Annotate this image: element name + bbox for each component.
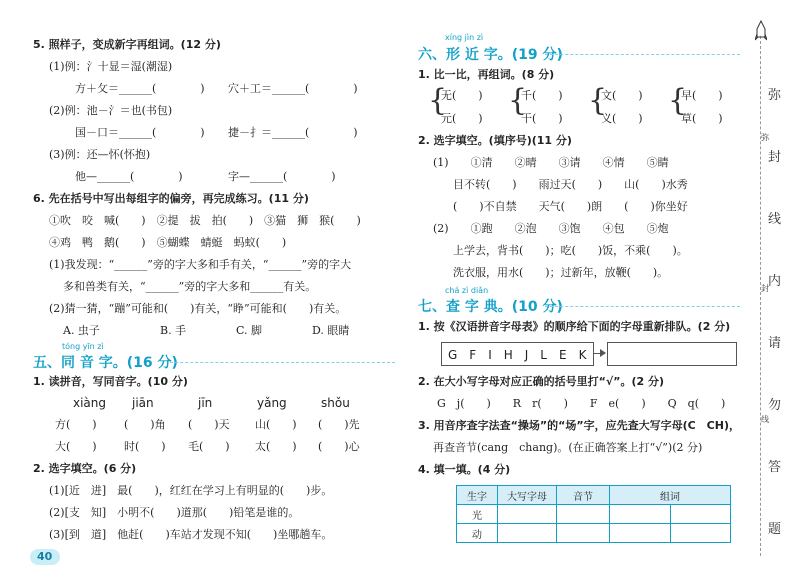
s6-q2-set2: (2) ①跑 ②泡 ③饱 ④包 ⑤炮	[433, 222, 669, 235]
s5-row2-5: ( )心	[318, 440, 360, 453]
s6-q2-set2-line2: 洗衣服，用水( )；过新年，放鞭( )。	[453, 266, 669, 279]
side-small-char: 弥	[761, 133, 769, 142]
pair1-bottom: 元( )	[441, 112, 483, 125]
answer-box[interactable]	[607, 342, 737, 366]
table-header: 组词	[610, 486, 731, 505]
pair1-top: 无( )	[441, 89, 483, 102]
q6-line2: 多和兽类有关，“______”旁的字大多和______有关。	[63, 280, 317, 293]
sec6-title: 六、形 近 字。(19 分)	[418, 47, 563, 63]
q5-row1-b: 穴＋工＝______( )	[228, 82, 358, 95]
s6-q2-set2-line1: 上学去，背书( )；吃( )饭，不乘( )。	[453, 244, 688, 257]
side-small-char: 封	[761, 284, 769, 293]
table-cell-empty[interactable]	[670, 524, 731, 543]
s5-q2-line1: (1)[近 进] 最( )，红红在学习上有明显的( )步。	[49, 484, 333, 497]
side-char: 线	[768, 212, 782, 227]
table-cell: 光	[457, 505, 498, 524]
brace: {	[428, 83, 448, 118]
q6-option-c: C. 脚	[236, 324, 263, 337]
letter-box	[441, 342, 594, 366]
fill-table	[456, 485, 731, 543]
sec6-pinyin: xíng jìn zì	[445, 33, 484, 42]
s5-row2-1: 大( )	[55, 440, 97, 453]
q6-group2: ④鸡 鸭 鹅( ) ⑤蝴蝶 蜻蜓 蚂蚁( )	[49, 236, 287, 249]
table-header: 大写字母	[498, 486, 557, 505]
table-header: 生字	[457, 486, 498, 505]
page-number: 40	[37, 550, 53, 563]
pair2-top: 千( )	[521, 89, 563, 102]
q6-line1: (1)我发现：“______”旁的字大多和手有关，“______”旁的字大	[49, 258, 352, 271]
q5-row2-a: 国－口＝______( )	[75, 126, 205, 139]
brace: {	[508, 83, 528, 118]
side-char: 内	[768, 274, 782, 289]
pinyin-xiang: xiàng	[73, 396, 107, 410]
s7-q3-line1: 3. 用音序查字法查“操场”的“场”字，应先查大写字母(C CH)，	[418, 419, 740, 432]
s5-row1-5: ( )先	[318, 418, 360, 431]
sec7-divider	[545, 306, 740, 307]
q5-row3-b: 字—______( )	[228, 170, 336, 183]
pair2-bottom: 干( )	[521, 112, 563, 125]
s5-row1-1: 方( )	[55, 418, 97, 431]
side-char: 弥	[768, 88, 782, 103]
q6-option-a: A. 虫子	[63, 324, 100, 337]
q5-row3-a: 他—______( )	[75, 170, 183, 183]
q6-group1: ①吹 咬 喊( ) ②提 拔 拍( ) ③猫 狮 猴( )	[49, 214, 361, 227]
q6-title: 6. 先在括号中写出每组字的偏旁，再完成练习。(11 分)	[33, 192, 309, 205]
table-cell: 动	[457, 524, 498, 543]
sec5-pinyin: tóng yīn zì	[62, 342, 104, 351]
q5-example3: (3)例：还—怀(怀抱)	[49, 148, 151, 161]
s6-q2-set1-line1: 目不转( ) 雨过天( ) 山( )水秀	[453, 178, 688, 191]
table-cell-empty[interactable]	[557, 524, 610, 543]
q5-title: 5. 照样子，变成新字再组词。(12 分)	[33, 38, 221, 51]
sec5-divider	[170, 362, 395, 363]
s5-row1-3: ( )天	[188, 418, 230, 431]
s6-q1-title: 1. 比一比，再组词。(8 分)	[418, 68, 555, 81]
table-cell-empty[interactable]	[610, 524, 671, 543]
arrow-icon	[600, 349, 606, 357]
table-cell-empty[interactable]	[557, 505, 610, 524]
s5-row2-3: 毛( )	[188, 440, 230, 453]
q5-example1: (1)例：氵十显＝湿(潮湿)	[49, 60, 173, 73]
s5-q2-line3: (3)[到 道] 他赶( )车站才发现不知( )坐哪趟车。	[49, 528, 333, 541]
q6-option-b: B. 手	[160, 324, 187, 337]
sec7-pinyin: chá zì diǎn	[445, 286, 489, 295]
side-char: 勿	[768, 398, 782, 413]
pair3-bottom: 义( )	[601, 112, 643, 125]
s5-q1-title: 1. 读拼音，写同音字。(10 分)	[33, 375, 188, 388]
s5-row2-2: 时( )	[124, 440, 166, 453]
q5-row1-a: 方＋攵＝______( )	[75, 82, 205, 95]
sec6-divider	[545, 54, 740, 55]
table-cell-empty[interactable]	[610, 505, 671, 524]
letter-sequence: G F I H J L E K	[448, 348, 587, 362]
pair3-top: 文( )	[601, 89, 643, 102]
table-cell-empty[interactable]	[498, 505, 557, 524]
s5-row1-4: 山( )	[255, 418, 297, 431]
pinyin-shou: shǒu	[321, 396, 350, 410]
s7-q4-title: 4. 填一填。(4 分)	[418, 463, 511, 476]
pair4-top: 早( )	[681, 89, 723, 102]
side-char: 封	[768, 150, 782, 165]
s6-q2-set1-line2: ( )不自禁 天气( )朗 ( )你坐好	[453, 200, 688, 213]
s7-q3-line2: 再查音节(cang chang)。(在正确答案上打“√”)(2 分)	[433, 441, 703, 454]
s7-q1-title: 1. 按《汉语拼音字母表》的顺序给下面的字母重新排队。(2 分)	[418, 320, 731, 333]
q5-row2-b: 捷－扌＝______( )	[228, 126, 358, 139]
side-char: 请	[768, 336, 782, 351]
table-cell-empty[interactable]	[670, 505, 731, 524]
sec7-title: 七、查 字 典。(10 分)	[418, 299, 563, 315]
sec5-title: 五、同 音 字。(16 分)	[33, 355, 178, 371]
q5-example2: (2)例：池－氵＝也(书包)	[49, 104, 173, 117]
side-small-char: 线	[761, 415, 769, 424]
s5-row1-2: ( )角	[124, 418, 166, 431]
pinyin-jian: jiān	[132, 396, 154, 410]
s5-q2-line2: (2)[支 知] 小明不( )道那( )铅笔是谁的。	[49, 506, 300, 519]
rocket-icon	[755, 20, 767, 44]
seal-line	[760, 36, 761, 556]
s6-q2-set1: (1) ①清 ②晴 ③请 ④情 ⑤睛	[433, 156, 669, 169]
q6-option-d: D. 眼睛	[312, 324, 350, 337]
s6-q2-title: 2. 选字填空。(填序号)(11 分)	[418, 134, 572, 147]
table-header: 音节	[557, 486, 610, 505]
s5-q2-title: 2. 选字填空。(6 分)	[33, 462, 137, 475]
pinyin-jin: jīn	[198, 396, 213, 410]
brace: {	[588, 83, 608, 118]
side-char: 题	[768, 522, 782, 537]
side-char: 答	[768, 460, 782, 475]
table-cell-empty[interactable]	[498, 524, 557, 543]
s7-q2-title: 2. 在大小写字母对应正确的括号里打“√”。(2 分)	[418, 375, 664, 388]
page-number-badge	[30, 549, 60, 565]
s7-q2-pairs: G j( ) R r( ) F e( ) Q q( )	[437, 397, 726, 410]
pair4-bottom: 草( )	[681, 112, 723, 125]
s5-row2-4: 太( )	[255, 440, 297, 453]
q6-line3: (2)猜一猜，“蹦”可能和( )有关，“睁”可能和( )有关。	[49, 302, 347, 315]
pinyin-yang: yǎng	[257, 396, 287, 410]
brace: {	[668, 83, 688, 118]
